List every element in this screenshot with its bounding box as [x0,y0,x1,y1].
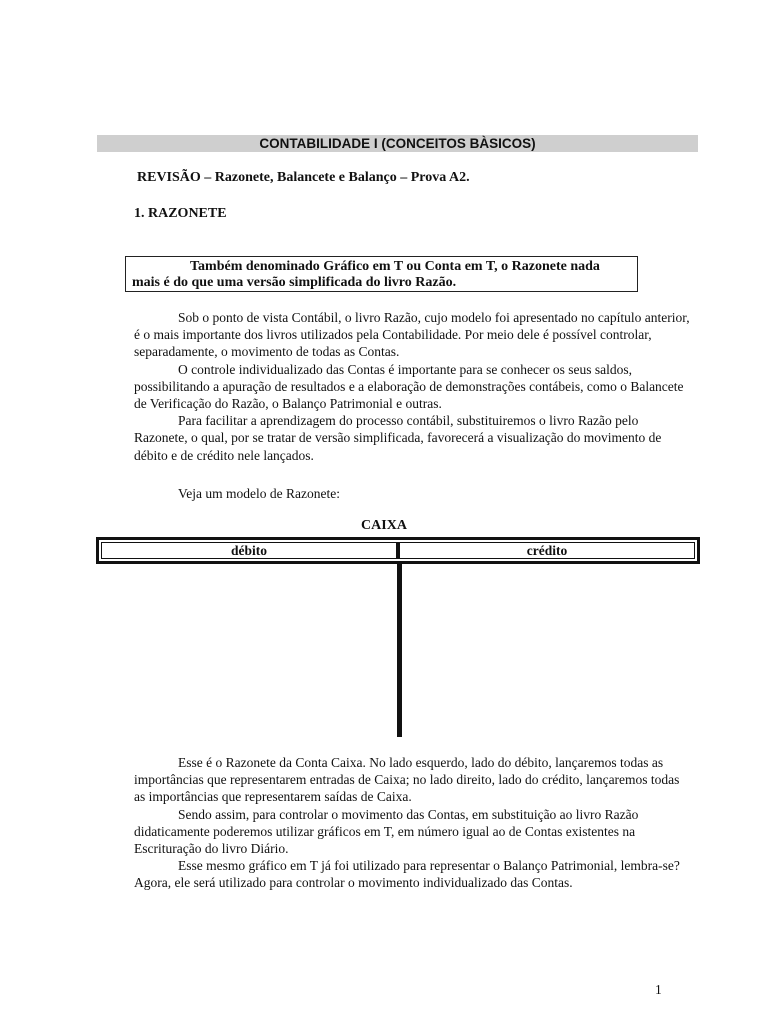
document-title: CONTABILIDADE I (CONCEITOS BÀSICOS) [97,135,698,152]
t-account-stem [397,562,402,737]
paragraph: Sob o ponto de vista Contábil, o livro Razão, cujo modelo foi apresentado no capítulo anterior, é o mais importante dos livros utilizados pela Contabilidade. Por meio dele é possível controlar, separadamente, o movimento de todas as Contas. [134,310,690,360]
t-account-title: CAIXA [361,518,407,533]
closing-text [134,754,694,892]
credit-label: crédito [526,543,568,558]
paragraph: Para facilitar a aprendizagem do processo contábil, substituiremos o livro Razão pelo Razonete, o qual, por se tratar de versão simplificada, favorecerá a visualização do movimento de débito e de crédito nele lançados. [134,413,662,463]
paragraph: Sendo assim, para controlar o movimento das Contas, em substituição ao livro Razão didaticamente poderemos utilizar gráficos em T, em número igual ao de Contas existentes na Escrituração do livro Diário. [134,806,639,857]
section-heading: 1. RAZONETE [134,206,227,221]
intro-text [134,309,694,464]
page-number: 1 [655,982,662,997]
debit-label: débito [230,543,267,558]
definition-line-2: mais é do que uma versão simplificada do livro Razão. [132,275,457,290]
paragraph: O controle individualizado das Contas é importante para se conhecer os seus saldos, possibilitando a apuração de resultados e a elaboração de demonstrações contábeis, como o Balancete de Verificação do Razão, o Balanço Patrimonial e outras. [134,361,684,412]
definition-line-1: Também denominado Gráfico em T ou Conta em T, o Razonete nada [190,259,600,274]
definition-box [125,256,638,292]
revision-subtitle: REVISÃO – Razonete, Balancete e Balanço – Prova A2. [137,170,470,185]
paragraph: Esse mesmo gráfico em T já foi utilizado para representar o Balanço Patrimonial, lembra-se? Agora, ele será utilizado para controlar o movimento individualizado das Contas. [134,858,680,891]
model-label: Veja um modelo de Razonete: [178,486,340,501]
t-account-header [96,537,700,564]
paragraph: Esse é o Razonete da Conta Caixa. No lado esquerdo, lado do débito, lançaremos todas as importâncias que representarem entradas de Caixa; no lado direito, lado do crédito, lançaremos todas as importâncias que representarem saídas de Caixa. [134,755,680,805]
